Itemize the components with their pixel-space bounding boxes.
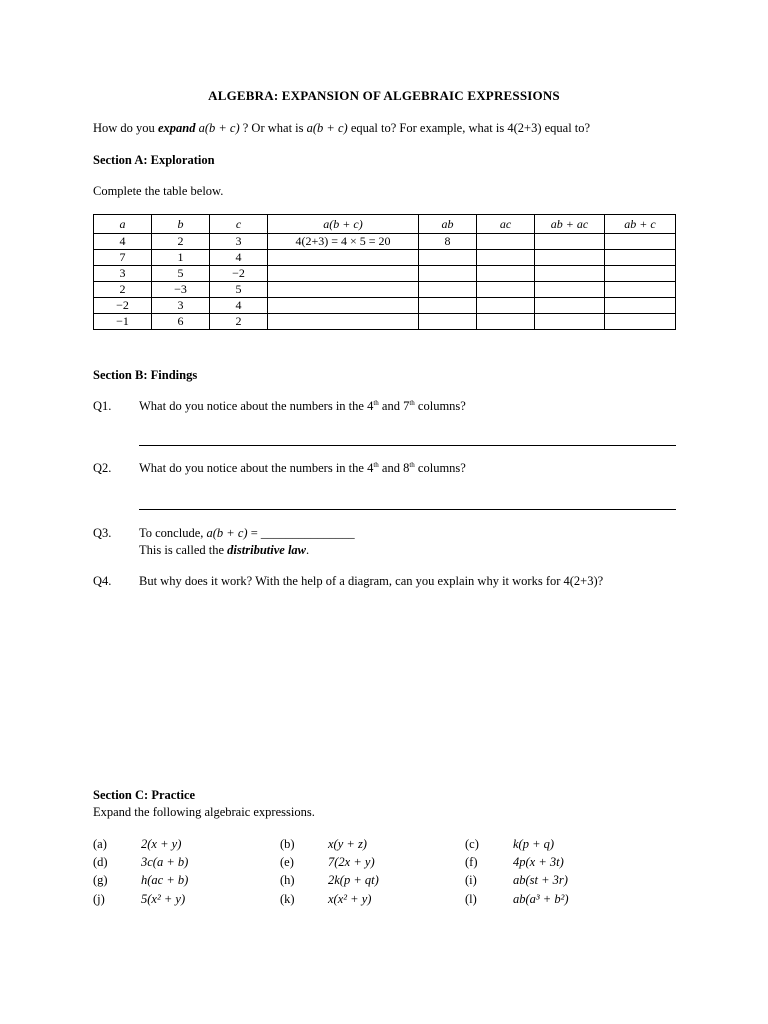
question-text: But why does it work? With the help of a diagram, can you explain why it works for 4(2+3)?: [139, 574, 604, 588]
table-cell: 2: [94, 282, 152, 298]
header-cell: c: [210, 215, 268, 234]
section-a-instruction: Complete the table below.: [93, 184, 224, 198]
table-cell[interactable]: [268, 282, 419, 298]
table-cell: 4: [210, 298, 268, 314]
practice-item: [465, 837, 554, 852]
practice-expression: 4p(x + 3t): [513, 855, 564, 869]
table-cell[interactable]: [419, 298, 477, 314]
practice-item: [280, 873, 379, 888]
table-cell: 4(2+3) = 4 × 5 = 20: [268, 234, 419, 250]
answer-line-q1[interactable]: [139, 445, 676, 446]
intro-text-1: How do you: [93, 121, 158, 135]
table-cell: −2: [94, 298, 152, 314]
practice-item: [280, 837, 367, 852]
ordinal-suffix: th: [373, 398, 379, 407]
table-cell[interactable]: [477, 266, 535, 282]
practice-item: [465, 855, 564, 870]
table-cell[interactable]: [535, 314, 605, 330]
header-cell: ab + ac: [535, 215, 605, 234]
practice-label: (l): [465, 892, 477, 906]
practice-expression: x(x² + y): [328, 892, 372, 906]
section-b-heading: Section B: Findings: [93, 368, 198, 382]
table-cell: 8: [419, 234, 477, 250]
table-cell[interactable]: [605, 314, 676, 330]
question-text: columns?: [414, 461, 466, 475]
question-number: Q1.: [93, 399, 112, 413]
ordinal-suffix: th: [409, 460, 415, 469]
page-title: ALGEBRA: EXPANSION OF ALGEBRAIC EXPRESSIONS: [208, 88, 560, 103]
answer-line-q2[interactable]: [139, 509, 676, 510]
question-number: Q4.: [93, 574, 112, 588]
question-text: and 7: [378, 399, 410, 413]
table-cell[interactable]: [268, 266, 419, 282]
table-cell: 4: [94, 234, 152, 250]
table-cell[interactable]: [535, 266, 605, 282]
practice-label: (e): [280, 855, 294, 869]
practice-label: (b): [280, 837, 295, 851]
header-cell: b: [152, 215, 210, 234]
table-row: [94, 298, 676, 314]
header-cell: ac: [477, 215, 535, 234]
ordinal-suffix: th: [373, 460, 379, 469]
table-row: [94, 234, 676, 250]
table-cell[interactable]: [419, 250, 477, 266]
practice-expression: h(ac + b): [141, 873, 189, 887]
table-header-row: [94, 215, 676, 234]
section-a-heading: Section A: Exploration: [93, 153, 215, 167]
practice-item: [465, 873, 568, 888]
practice-item: [93, 837, 181, 852]
intro-text-2: ? Or what is: [239, 121, 307, 135]
section-c-heading: Section C: Practice: [93, 788, 196, 802]
question-text: .: [306, 543, 310, 557]
question-text: What do you notice about the numbers in the 4: [139, 399, 374, 413]
table-cell[interactable]: [477, 234, 535, 250]
practice-label: (k): [280, 892, 295, 906]
practice-expression: x(y + z): [328, 837, 367, 851]
table-cell: −3: [152, 282, 210, 298]
practice-expression: ab(a³ + b²): [513, 892, 569, 906]
table-cell[interactable]: [419, 314, 477, 330]
table-cell: 3: [152, 298, 210, 314]
table-cell: −2: [210, 266, 268, 282]
practice-item: [93, 873, 188, 888]
practice-expression: k(p + q): [513, 837, 555, 851]
intro-expression-2: a(b + c): [306, 121, 348, 135]
practice-label: (g): [93, 873, 108, 887]
table-cell[interactable]: [268, 314, 419, 330]
header-cell: a(b + c): [268, 215, 419, 234]
table-row: [94, 314, 676, 330]
table-cell: 5: [152, 266, 210, 282]
exploration-table: [93, 214, 676, 330]
practice-label: (d): [93, 855, 108, 869]
question-3: [93, 526, 355, 541]
table-cell: 1: [152, 250, 210, 266]
intro-expand-word: expand: [157, 121, 196, 135]
table-cell[interactable]: [477, 250, 535, 266]
table-cell[interactable]: [535, 250, 605, 266]
table-cell: 7: [94, 250, 152, 266]
table-cell: 2: [152, 234, 210, 250]
table-cell: 4: [210, 250, 268, 266]
practice-expression: 3c(a + b): [141, 855, 189, 869]
practice-expression: 2k(p + qt): [328, 873, 379, 887]
question-number: Q2.: [93, 461, 112, 475]
table-cell[interactable]: [477, 298, 535, 314]
table-row: [94, 282, 676, 298]
table-cell: 5: [210, 282, 268, 298]
practice-label: (a): [93, 837, 107, 851]
table-cell[interactable]: [477, 314, 535, 330]
intro-question: [93, 121, 590, 136]
table-row: [94, 266, 676, 282]
header-cell: ab: [419, 215, 477, 234]
ordinal-suffix: th: [409, 398, 415, 407]
practice-label: (c): [465, 837, 479, 851]
practice-label: (j): [93, 892, 105, 906]
table-cell[interactable]: [268, 250, 419, 266]
header-cell: a: [94, 215, 152, 234]
question-text: and 8: [378, 461, 410, 475]
distributive-law-term: distributive law: [227, 543, 306, 557]
question-2: [93, 461, 466, 476]
practice-label: (h): [280, 873, 295, 887]
practice-label: (f): [465, 855, 478, 869]
conclusion-blank[interactable]: = _______________: [247, 526, 355, 540]
table-cell: 2: [210, 314, 268, 330]
table-cell[interactable]: [605, 298, 676, 314]
practice-item: [93, 892, 185, 907]
table-cell[interactable]: [605, 282, 676, 298]
question-1: [93, 399, 466, 414]
table-cell[interactable]: [477, 282, 535, 298]
table-cell: 3: [210, 234, 268, 250]
table-cell: 6: [152, 314, 210, 330]
table-cell[interactable]: [268, 298, 419, 314]
practice-expression: 2(x + y): [141, 837, 182, 851]
table-cell[interactable]: [419, 282, 477, 298]
practice-item: [93, 855, 188, 870]
question-number: Q3.: [93, 526, 112, 540]
section-c-instruction: Expand the following algebraic expressions.: [93, 805, 315, 819]
table-cell[interactable]: [419, 266, 477, 282]
table-cell[interactable]: [605, 266, 676, 282]
practice-expression: 7(2x + y): [328, 855, 375, 869]
conclusion-expression: a(b + c): [206, 526, 248, 540]
table-cell[interactable]: [535, 298, 605, 314]
question-4: [93, 574, 603, 589]
practice-expression: ab(st + 3r): [513, 873, 568, 887]
table-cell[interactable]: [605, 234, 676, 250]
header-cell: ab + c: [605, 215, 676, 234]
distributive-law-line: [139, 543, 309, 558]
intro-text-3: equal to? For example, what is 4(2+3) equal to?: [347, 121, 591, 135]
practice-label: (i): [465, 873, 477, 887]
question-text: columns?: [414, 399, 466, 413]
question-text: This is called the: [139, 543, 228, 557]
table-cell[interactable]: [535, 282, 605, 298]
table-cell[interactable]: [535, 234, 605, 250]
practice-expression: 5(x² + y): [141, 892, 186, 906]
table-row: [94, 250, 676, 266]
table-cell: 3: [94, 266, 152, 282]
intro-expression-1: a(b + c): [198, 121, 240, 135]
question-text: To conclude,: [139, 526, 207, 540]
practice-item: [280, 892, 371, 907]
question-text: What do you notice about the numbers in the 4: [139, 461, 374, 475]
table-cell: −1: [94, 314, 152, 330]
practice-item: [280, 855, 375, 870]
table-cell[interactable]: [605, 250, 676, 266]
practice-item: [465, 892, 569, 907]
